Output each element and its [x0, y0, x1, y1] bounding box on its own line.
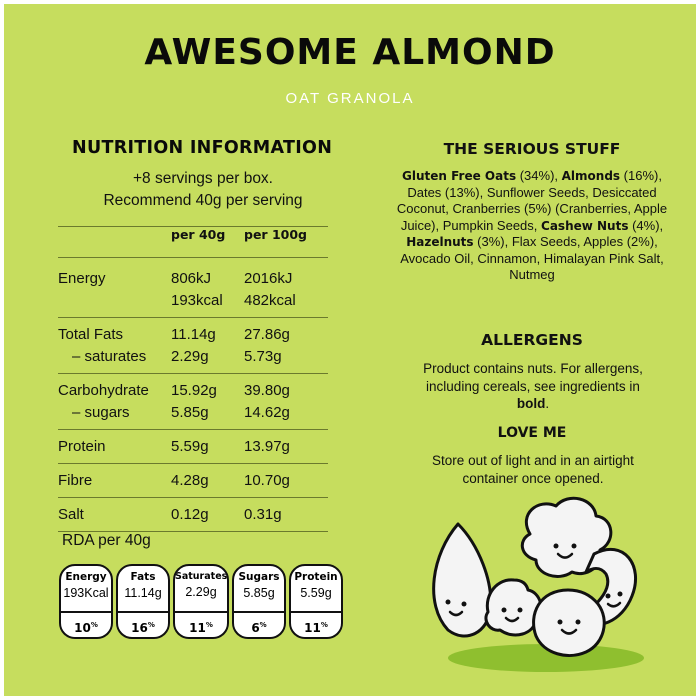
ingredient-text: (34%), — [516, 168, 562, 183]
rda-badge-fats — [116, 564, 170, 639]
ingredient-bold: Hazelnuts — [406, 235, 474, 249]
table-header-row — [58, 227, 328, 258]
ingredient-bold: Almonds — [561, 169, 621, 183]
rda-name: Protein — [294, 571, 338, 583]
servings-line-2: Recommend 40g per serving — [103, 192, 303, 209]
row-per100: 2016kJ — [244, 270, 293, 287]
col-per40: per 40g — [171, 227, 244, 258]
row-per40: 15.92g — [171, 382, 217, 399]
table-row — [58, 430, 328, 464]
rda-percent: 16 — [131, 621, 148, 635]
rda-percent: 11 — [304, 621, 321, 635]
table-row — [58, 374, 328, 400]
row-label — [58, 287, 171, 318]
ingredient-text: (16%), Dates (13%), Sunflower Seeds, Desiccated Coconut, Cranberries (5%) (Cranberries, Apple Juice), Pumpkin Seeds, — [396, 168, 668, 233]
allergens-text — [420, 360, 646, 413]
row-per100: 482kcal — [244, 287, 328, 318]
table-row — [58, 318, 328, 344]
table-row — [58, 498, 328, 532]
rda-percent-box — [291, 611, 341, 637]
rda-percent-box — [175, 611, 227, 637]
row-per100: 13.97g — [244, 430, 328, 464]
row-per40: 2.29g — [171, 343, 244, 374]
rda-percent-box — [61, 611, 111, 637]
percent-sign: % — [90, 621, 98, 629]
allergens-bold: bold — [516, 396, 546, 411]
rda-badge-sugars — [232, 564, 286, 639]
nutrition-table — [58, 226, 328, 532]
rda-value: 2.29g — [185, 585, 217, 599]
rda-percent: 11 — [189, 621, 206, 635]
table-row — [58, 464, 328, 498]
rda-value: 193Kcal — [63, 586, 109, 600]
rda-badge-protein — [289, 564, 343, 639]
rda-value: 5.59g — [300, 586, 332, 600]
rda-name: Energy — [65, 571, 107, 583]
percent-sign: % — [147, 621, 155, 629]
love-text: Store out of light and in an airtight container once opened. — [432, 453, 634, 486]
ingredients-list — [396, 168, 668, 284]
row-per100: 5.73g — [244, 343, 328, 374]
table-row — [58, 287, 328, 318]
percent-sign: % — [205, 621, 213, 629]
row-per40: 5.59g — [171, 430, 244, 464]
serious-heading: THE SERIOUS STUFF — [443, 140, 621, 158]
row-per100: 0.31g — [244, 498, 328, 532]
allergens-heading: ALLERGENS — [481, 331, 583, 349]
ingredient-bold: Cashew Nuts — [541, 218, 629, 233]
ingredient-text: (4%), — [628, 217, 664, 233]
love-heading: LOVE ME — [497, 425, 567, 441]
row-per100: 10.70g — [244, 464, 328, 498]
row-label: Carbohydrate — [58, 382, 149, 399]
row-per40: 4.28g — [171, 464, 244, 498]
table-row — [58, 258, 328, 288]
rda-percent-box — [234, 611, 284, 637]
row-label: Protein — [58, 430, 171, 464]
row-per40: 11.14g — [171, 326, 216, 343]
row-label: Energy — [58, 270, 106, 287]
servings-line-1: +8 servings per box. — [132, 170, 273, 187]
row-label: Salt — [58, 498, 171, 532]
rda-percent: 6 — [251, 621, 260, 635]
row-label: Total Fats — [58, 326, 124, 343]
row-label: Fibre — [58, 464, 171, 498]
rda-label: RDA per 40g — [62, 532, 151, 549]
product-title: AWESOME ALMOND — [144, 32, 556, 73]
row-per100: 14.62g — [244, 399, 328, 430]
row-per100: 39.80g — [244, 382, 290, 399]
row-per40: 806kJ — [171, 270, 212, 287]
col-per100: per 100g — [244, 227, 328, 258]
row-label: – sugars — [58, 399, 171, 430]
macadamia-character — [534, 590, 605, 655]
rda-percent-box — [118, 611, 168, 637]
rda-name: Saturates — [175, 571, 228, 582]
percent-sign: % — [320, 621, 328, 629]
row-per100: 27.86g — [244, 326, 290, 343]
percent-sign: % — [259, 621, 267, 629]
rda-value: 11.14g — [124, 586, 162, 600]
nutrition-heading: NUTRITION INFORMATION — [72, 138, 333, 158]
row-label: – saturates — [58, 343, 171, 374]
rda-badge-saturates — [173, 564, 229, 639]
allergens-body: Product contains nuts. For allergens, including cereals, see ingredients in — [423, 361, 643, 394]
rda-percent: 10 — [74, 621, 91, 635]
row-per40: 0.12g — [171, 498, 244, 532]
table-row — [58, 343, 328, 374]
nut-characters-illustration — [418, 494, 650, 678]
ingredient-bold: Gluten Free Oats — [402, 169, 517, 183]
row-per40: 5.85g — [171, 399, 244, 430]
product-subtitle: OAT GRANOLA — [285, 90, 415, 107]
table-row — [58, 399, 328, 430]
row-per40: 193kcal — [171, 287, 244, 318]
ingredient-text: (3%), Flax Seeds, Apples (2%), Avocado Oil, Cinnamon, Himalayan Pink Salt, Nutmeg — [400, 234, 664, 282]
rda-name: Sugars — [238, 571, 280, 583]
rda-value: 5.85g — [243, 586, 275, 600]
rda-name: Fats — [130, 571, 156, 583]
almond-character — [434, 524, 491, 636]
rda-badge-energy — [59, 564, 113, 639]
allergens-end: . — [545, 396, 550, 411]
